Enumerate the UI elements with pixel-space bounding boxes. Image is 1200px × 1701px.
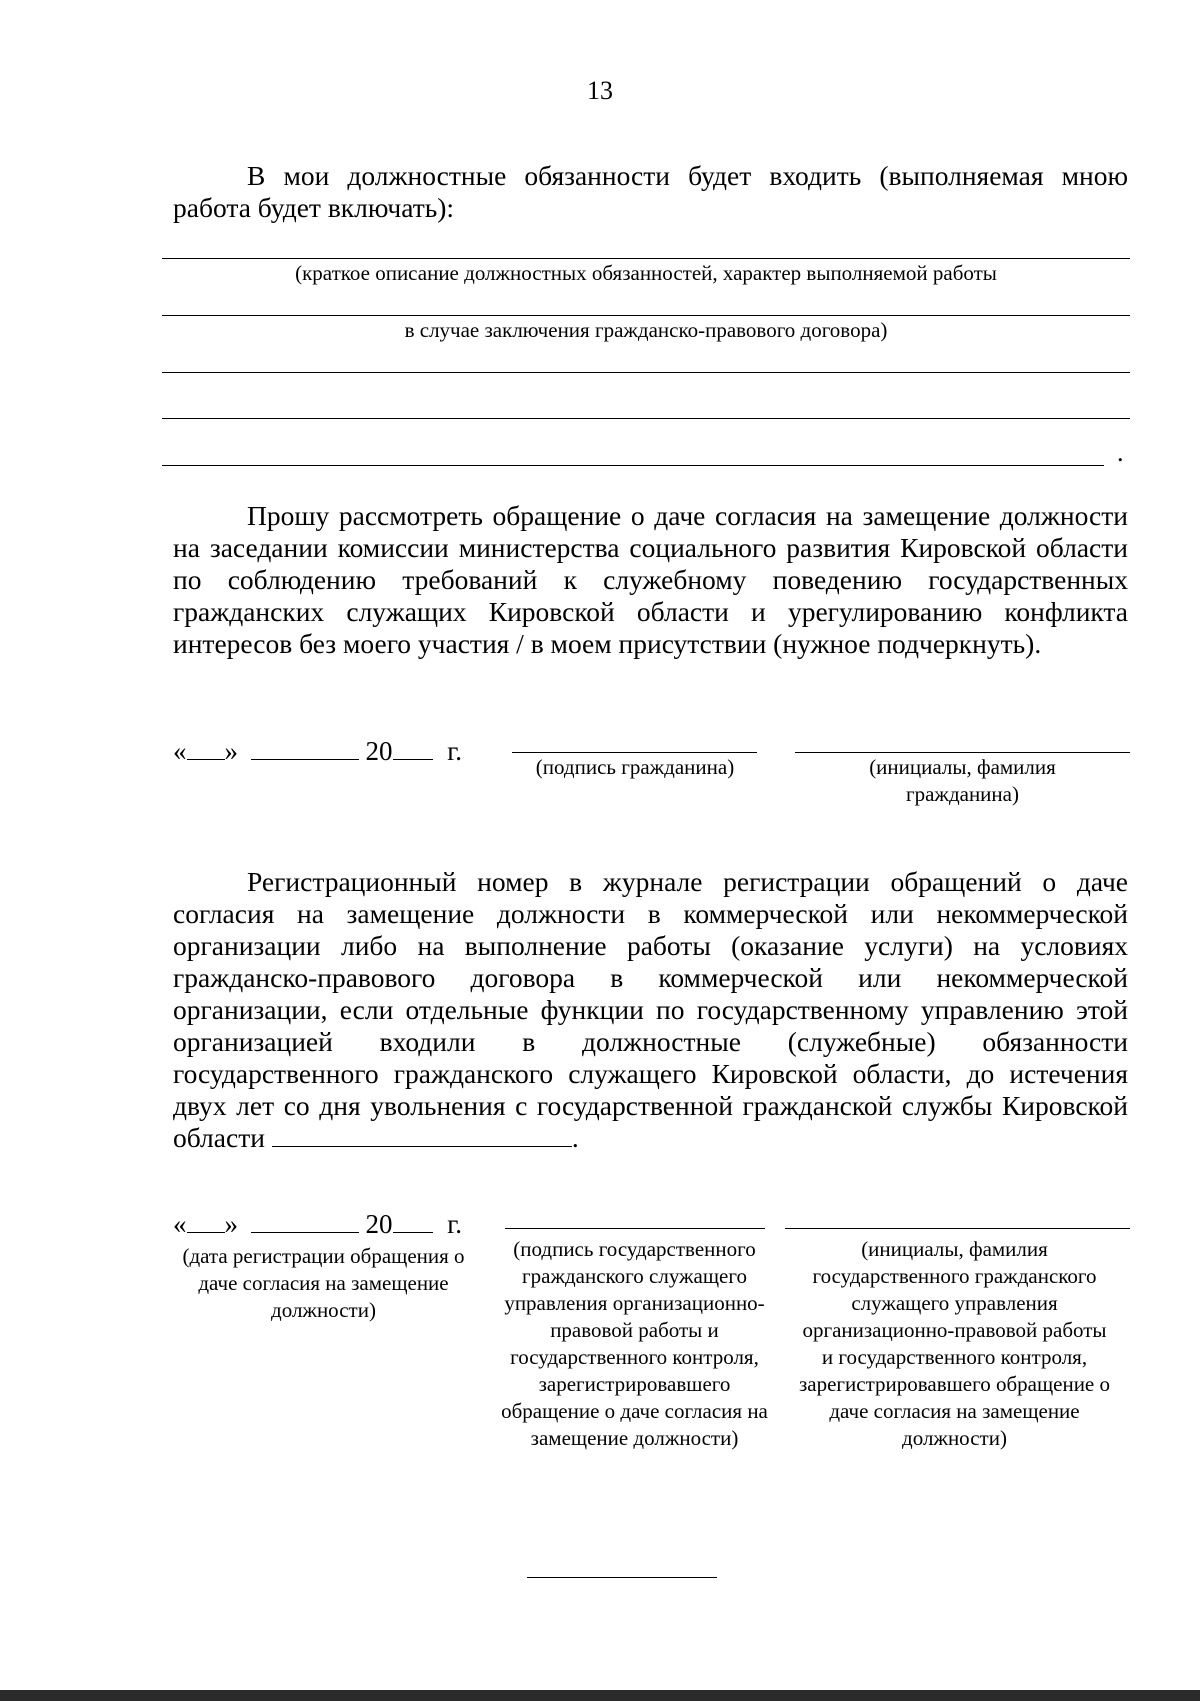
date-open-quote: « [173, 736, 187, 766]
reg-date-open-quote: « [173, 1209, 187, 1239]
registrar-signature-line [505, 1228, 765, 1229]
year-suffix: г. [447, 736, 463, 766]
request-paragraph: Прошу рассмотреть обращение о даче согласия на замещение должности на заседании комиссии министерства социального развития Кировской области по соблюдению требований к служебному поведению государственных гражданских служащих Кировской области и урегулированию конфликта интересов без моего участия / в моем присутствии (нужное подчеркнуть). [173, 500, 1128, 659]
registration-date-line [173, 1208, 462, 1240]
reg-month-blank [251, 1208, 359, 1233]
registration-paragraph [173, 866, 1128, 1154]
end-of-document-line [527, 1577, 717, 1578]
reg-year-suffix: г. [447, 1209, 463, 1239]
duties-fill-line-5 [162, 465, 1104, 466]
year-blank [393, 735, 433, 760]
reg-day-blank [187, 1208, 225, 1233]
citizen-initials-line [795, 752, 1130, 753]
duties-caption-1: (краткое описание должностных обязанностей, характер выполняемой работы [295, 261, 997, 285]
registrar-signature-caption: (подпись государственного гражданского служащего управления организационно-правовой работы и государственного контроля, зарегистрировавшего обращение о даче согласия на замещение должности) [501, 1237, 768, 1450]
registrar-initials-line [785, 1228, 1130, 1229]
citizen-signature-caption: (подпись гражданина) [535, 755, 735, 779]
citizen-signature-line [512, 752, 757, 753]
page-number: 13 [587, 76, 613, 105]
day-blank [187, 735, 225, 760]
duties-fill-line-2 [162, 315, 1130, 316]
reg-date-close-quote: » [224, 1209, 238, 1239]
reg-year-prefix: 20 [365, 1209, 393, 1239]
duties-caption-2: в случае заключения гражданско-правового договора) [404, 318, 888, 342]
duties-end-dot: . [1117, 438, 1124, 467]
registration-text: Регистрационный номер в журнале регистрации обращений о даче согласия на замещение должности в коммерческой или некоммерческой организации либо на выполнение работы (оказание услуги) на условиях гражданско-правового договора в коммерческой или некоммерческой организации, если отдельные функции по государственному управлению этой организацией входили в должностные (служебные) обязанности государственного гражданского служащего Кировской области, до истечения двух лет со дня увольнения с государственной гражданской службы Кировской области [173, 866, 1128, 1153]
date-close-quote: » [224, 736, 238, 766]
registration-end-dot: . [571, 1122, 579, 1153]
registration-number-blank [272, 1122, 572, 1147]
duties-fill-line-1 [162, 258, 1130, 259]
month-blank [251, 735, 359, 760]
duties-fill-line-3 [162, 372, 1130, 373]
year-prefix: 20 [365, 736, 393, 766]
citizen-initials-caption: (инициалы, фамилия гражданина) [869, 755, 1056, 806]
reg-year-blank [393, 1208, 433, 1233]
duties-paragraph: В мои должностные обязанности будет входить (выполняемая мною работа будет включать): [173, 160, 1128, 223]
registrar-initials-caption: (инициалы, фамилия государственного гражданского служащего управления организационно-правовой работы и государственного контроля, зарегистрировавшего обращение о даче согласия на замещение должности) [798, 1237, 1111, 1450]
scan-bottom-edge [0, 1690, 1200, 1701]
duties-fill-line-4 [162, 418, 1130, 419]
citizen-date-line [173, 735, 462, 767]
registration-date-caption: (дата регистрации обращения о даче согласия на замещение должности) [182, 1244, 465, 1322]
